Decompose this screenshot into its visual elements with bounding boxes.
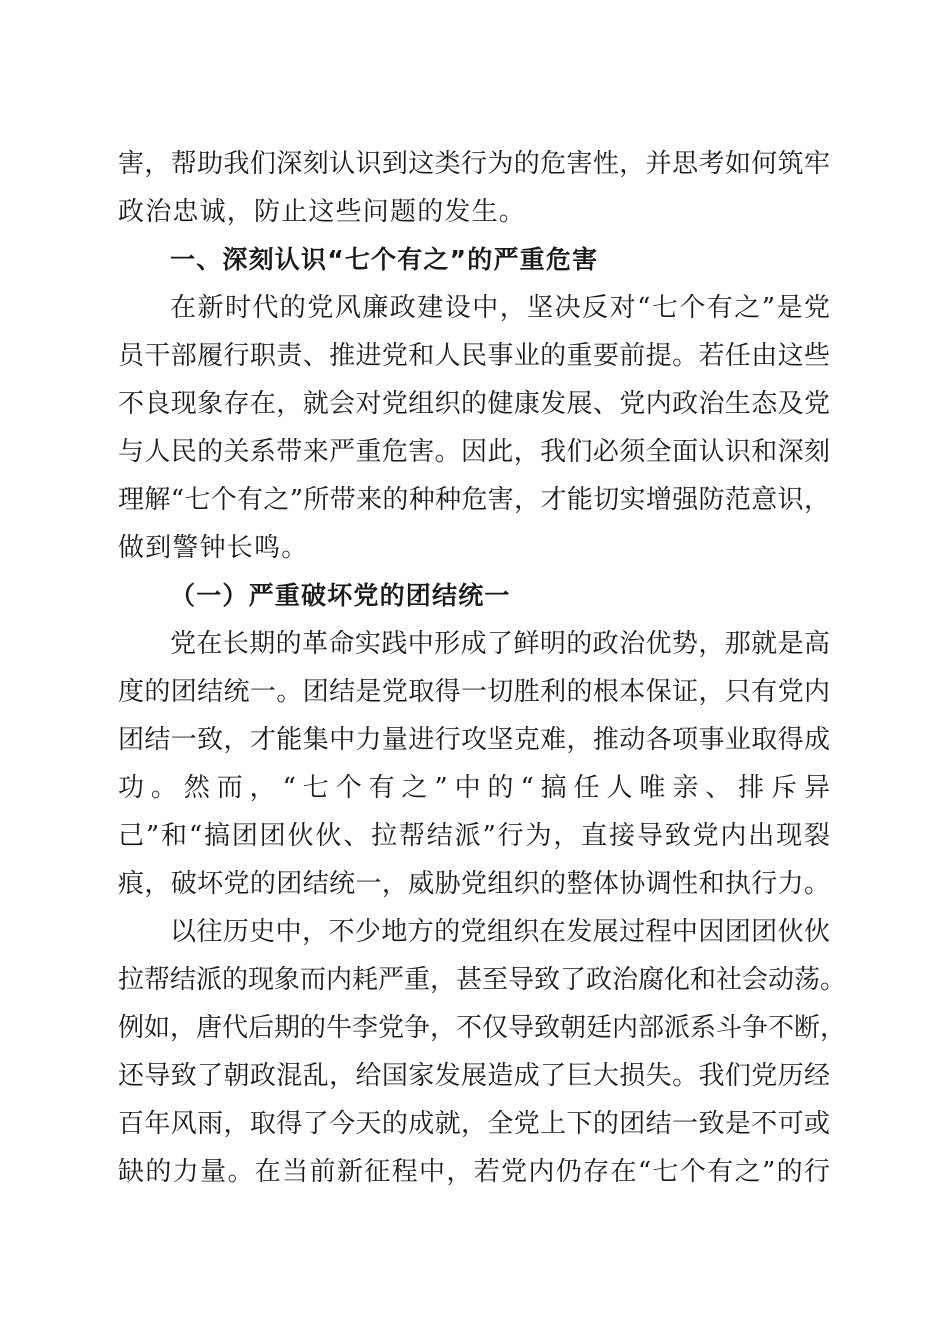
- para2-line-1: 党在长期的革命实践中形成了鲜明的政治优势，那就是高: [170, 629, 830, 659]
- para3-line-6: 缺的力量。在当前新征程中，若党内仍存在“七个有之”的行: [118, 1157, 830, 1187]
- intro-line-2: 政治忠诚，防止这些问题的发生。: [118, 197, 527, 227]
- para1-line-2: 员干部履行职责、推进党和人民事业的重要前提。若任由这些: [118, 341, 830, 371]
- para1-line-5: 理解“七个有之”所带来的种种危害，才能切实增强防范意识，: [118, 485, 830, 515]
- intro-line-1: 害，帮助我们深刻认识到这类行为的危害性，并思考如何筑牢: [118, 149, 830, 179]
- para1-line-4: 与人民的关系带来严重危害。因此，我们必须全面认识和深刻: [118, 437, 830, 467]
- para3-line-5: 百年风雨，取得了今天的成就，全党上下的团结一致是不可或: [118, 1109, 830, 1139]
- para2-line-5: 己”和“搞团团伙伙、拉帮结派”行为，直接导致党内出现裂: [118, 821, 830, 851]
- section-heading-1: 一、深刻认识“七个有之”的严重危害: [170, 245, 599, 274]
- para2-line-4: 功。然而，“七个有之”中的“搞任人唯亲、排斥异: [118, 773, 830, 803]
- para3-line-1: 以往历史中，不少地方的党组织在发展过程中因团团伙伙: [170, 917, 830, 947]
- document-body: [118, 140, 847, 1196]
- para2-line-3: 团结一致，才能集中力量进行攻坚克难，推动各项事业取得成: [118, 725, 830, 755]
- para1-line-3: 不良现象存在，就会对党组织的健康发展、党内政治生态及党: [118, 389, 830, 419]
- para1-line-6: 做到警钟长鸣。: [118, 533, 309, 563]
- para3-line-2: 拉帮结派的现象而内耗严重，甚至导致了政治腐化和社会动荡。: [118, 965, 847, 995]
- para2-line-2: 度的团结统一。团结是党取得一切胜利的根本保证，只有党内: [118, 677, 830, 707]
- para1-line-1: 在新时代的党风廉政建设中，坚决反对“七个有之”是党: [170, 293, 830, 323]
- para3-line-3: 例如，唐代后期的牛李党争，不仅导致朝廷内部派系斗争不断，: [118, 1013, 847, 1043]
- para2-line-6: 痕，破坏党的团结统一，威胁党组织的整体协调性和执行力。: [118, 869, 830, 899]
- subsection-heading-1: （一）严重破坏党的团结统一: [170, 581, 511, 610]
- para3-line-4: 还导致了朝政混乱，给国家发展造成了巨大损失。我们党历经: [118, 1061, 830, 1091]
